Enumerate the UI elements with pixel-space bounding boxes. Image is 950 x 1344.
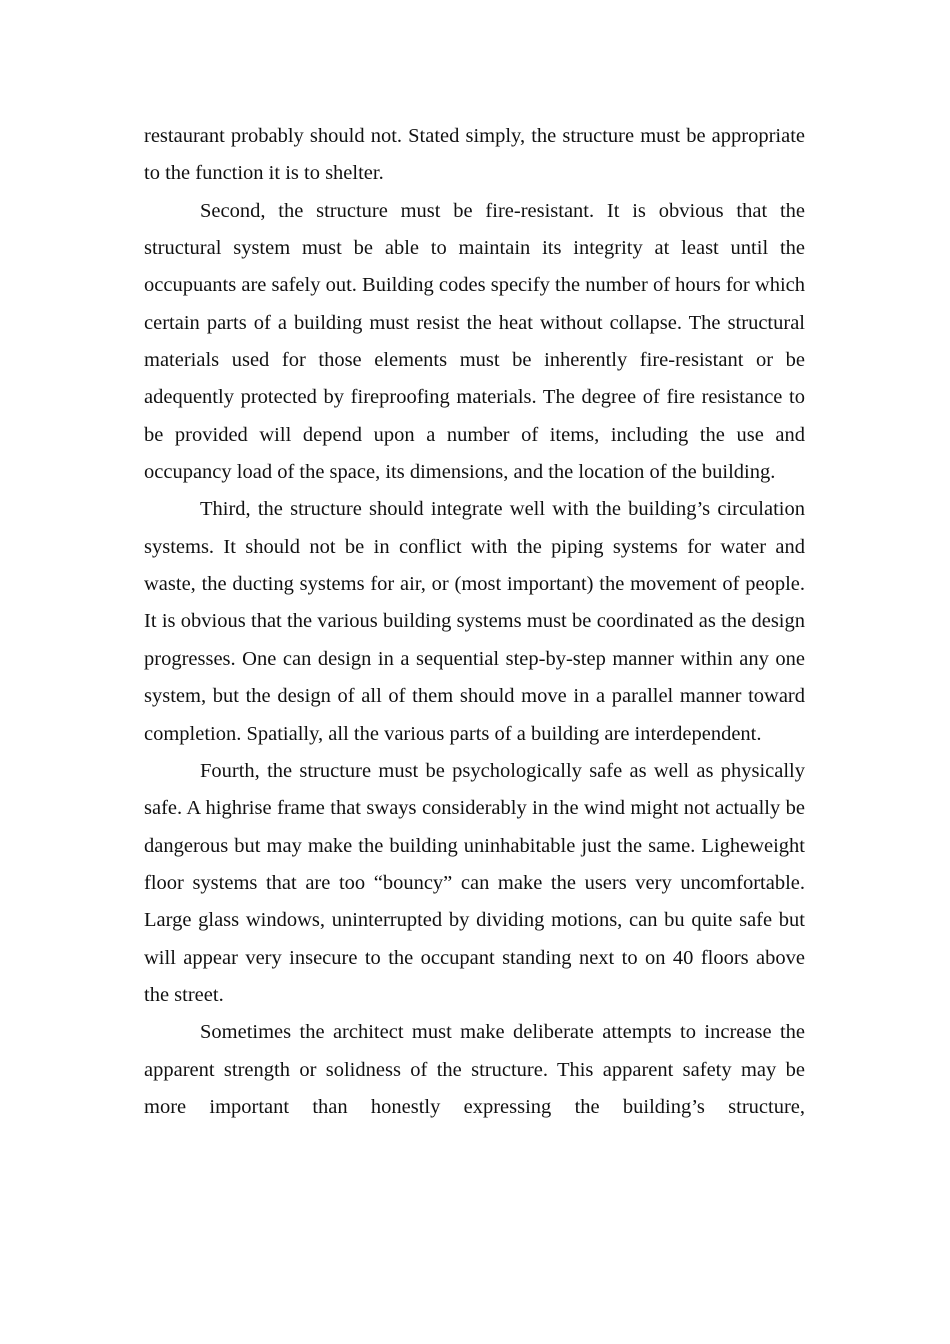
paragraph-fire-resistance: Second, the structure must be fire-resistant. It is obvious that the structural system must be able to maintain its integrity at least until the occupuants are safely out. Building codes specify the number of hours for which certain parts of a building must resist the heat without collapse. The structural materials used for those elements must be inherently fire-resistant or be adequently protected by fireproofing materials. The degree of fire resistance to be provided will depend upon a number of items, including the use and occupancy load of the space, its dimensions, and the location of the building. [144, 199, 805, 484]
paragraph-psychological-safety: Fourth, the structure must be psychologically safe as well as physically safe. A highrise frame that sways considerably in the wind might not actually be dangerous but may make the building uninhabitable just the same. Ligheweight floor systems that are too “bouncy” can make the users very uncomfortable. Large glass windows, uninterrupted by dividing motions, can bu quite safe but will appear very insecure to the occupant standing next to on 40 floors above the street. [144, 759, 805, 1006]
body-text [144, 118, 805, 1126]
paragraph-circulation-systems: Third, the structure should integrate well with the building’s circulation systems. It should not be in conflict with the piping systems for water and waste, the ducting systems for air, or (most important) the movement of people. It is obvious that the various building systems must be coordinated as the design progresses. One can design in a sequential step-by-step manner within any one system, but the design of all of them should move in a parallel manner toward completion. Spatially, all the various parts of a building are interdependent. [144, 498, 805, 745]
paragraph-apparent-strength: Sometimes the architect must make deliberate attempts to increase the apparent strength or solidness of the structure. This apparent safety may be more important than honestly expressing the building’s structure, [144, 1021, 805, 1118]
paragraph-continuation: restaurant probably should not. Stated simply, the structure must be appropriate to the function it is to shelter. [144, 125, 805, 185]
